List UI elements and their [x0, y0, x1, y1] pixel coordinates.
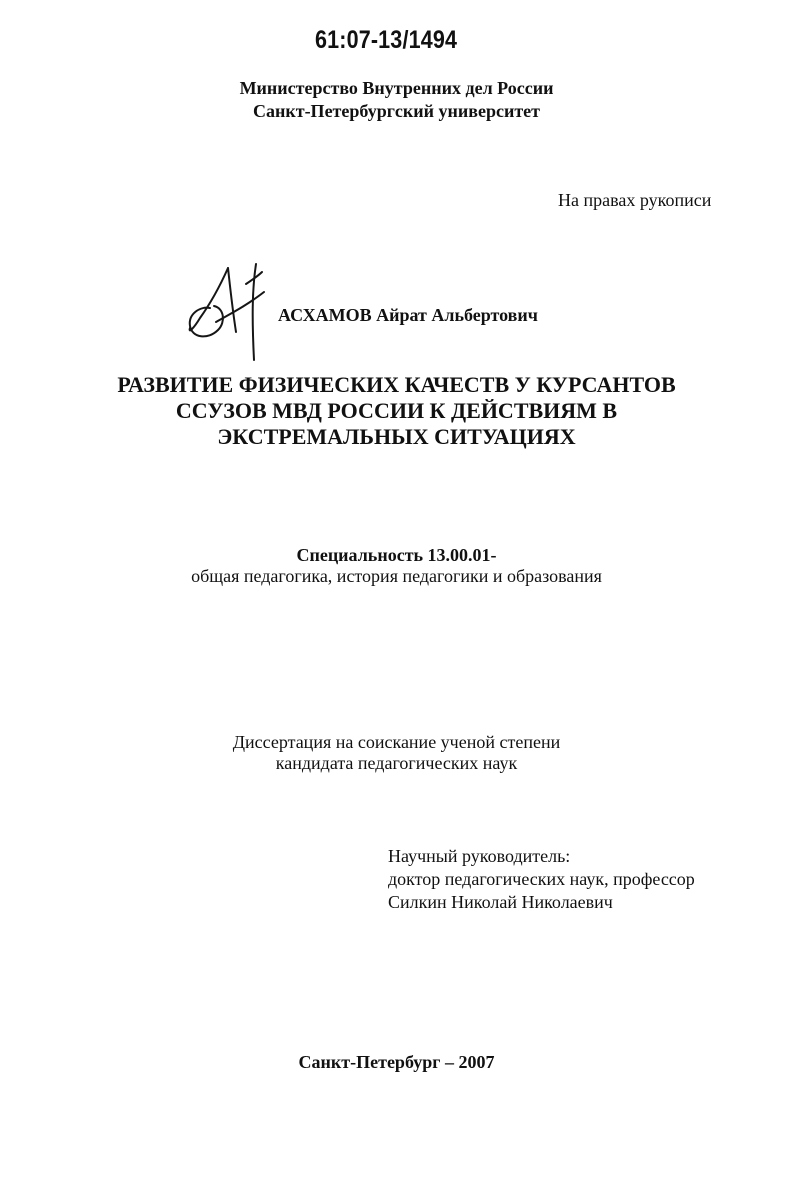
ministry-name: Министерство Внутренних дел России	[239, 78, 554, 98]
manuscript-rights-note: На правах рукописи	[558, 190, 712, 210]
university-name: Санкт-Петербургский университет	[252, 101, 540, 121]
supervisor-degree: доктор педагогических наук, профессор	[388, 869, 695, 889]
handwritten-signature-icon	[180, 262, 285, 367]
author-name: АСХАМОВ Айрат Альбертович	[278, 305, 538, 325]
title-line-1: РАЗВИТИЕ ФИЗИЧЕСКИХ КАЧЕСТВ У КУРСАНТОВ	[117, 372, 676, 397]
stamp-archive-number: 61:07-13/1494	[315, 26, 458, 54]
specialty-label: Специальность 13.00.01-	[296, 545, 497, 565]
title-line-2: ССУЗОВ МВД РОССИИ К ДЕЙСТВИЯМ В	[175, 398, 618, 423]
dissertation-line-1: Диссертация на соискание ученой степени	[232, 732, 561, 752]
specialty-name: общая педагогика, история педагогики и образования	[191, 566, 602, 586]
dissertation-line-2: кандидата педагогических наук	[275, 753, 518, 773]
place-and-year: Санкт-Петербург – 2007	[298, 1052, 495, 1072]
supervisor-label: Научный руководитель:	[388, 846, 571, 866]
supervisor-name: Силкин Николай Николаевич	[388, 892, 613, 912]
title-line-3: ЭКСТРЕМАЛЬНЫХ СИТУАЦИЯХ	[217, 424, 576, 449]
